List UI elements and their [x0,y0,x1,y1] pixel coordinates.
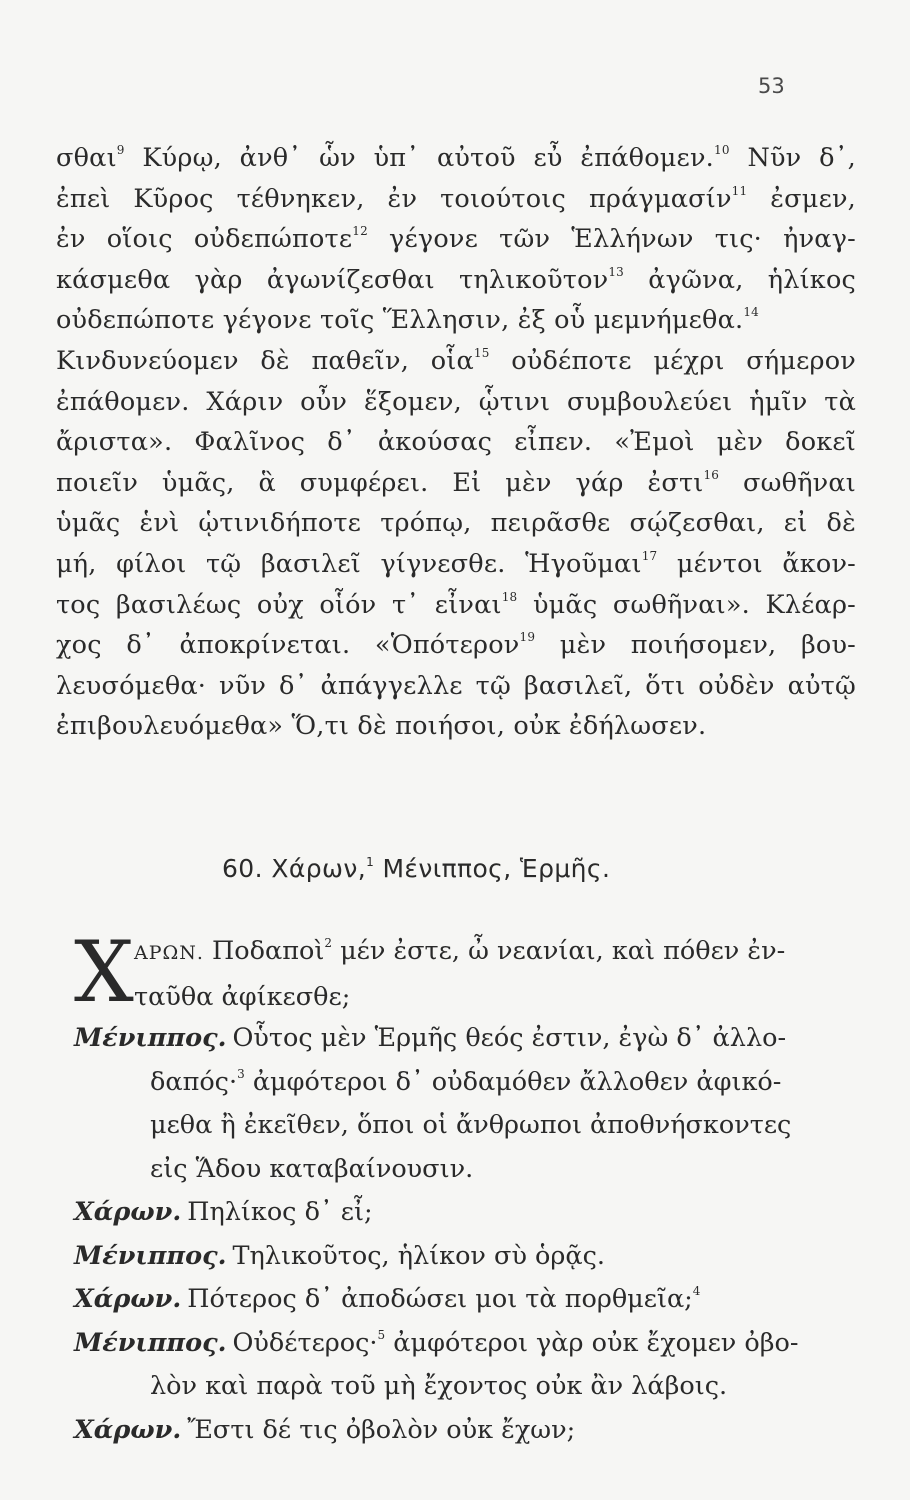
dialogue-line [74,1148,846,1192]
line-text: Νῦν δ᾽, [729,143,856,173]
speech-text: εἰς Ἅδου καταβαίνουσιν. [150,1153,474,1184]
footnote-marker: 5 [377,1327,386,1342]
line-text: ἐπιβουλευόμεθα» Ὅ,τι δὲ ποιήσοι, οὐκ ἐδήλωσεν. [56,711,707,742]
section-title: Χάρων, [271,854,367,883]
footnote-marker: 18 [501,589,518,604]
line-text: χος δ᾽ ἀποκρίνεται. «Ὁπότερον [56,630,520,661]
footnote-marker: 19 [519,630,536,645]
section-heading [222,854,610,883]
dialogue-opening [74,923,846,1021]
speech-text: λὸν καὶ παρὰ τοῦ μὴ ἔχοντος οὐκ ἂν λάβοις. [150,1371,728,1401]
speech-text: μέν ἐστε, ὦ νεανίαι, καὶ πόθεν ἐν- [331,936,786,966]
text-line [56,625,856,666]
line-text: οὐδεπώποτε γέγονε τοῖς Ἕλλησιν, ἐξ οὗ μεμνήμεθα. [56,305,744,336]
speech-text: μεθα ἢ ἐκεῖθεν, ὅποι οἱ ἄνθρωποι ἀποθνήσκοντες [150,1110,792,1140]
dialogue-line [74,1017,846,1061]
speech-text: Ποδαποὶ [203,936,325,966]
line-text: μέντοι ἄκον- [657,548,856,579]
line-text: ὑμᾶς ἑνὶ ᾡτινιδήποτε τρόπῳ, πειρᾶσθε σῴζεσθαι, εἰ δὲ [56,508,856,539]
text-line [56,706,856,747]
speech-text: Ἔστι δέ τις ὀβολὸν οὐκ ἔχων; [187,1414,576,1445]
speech-text: ἀμφότεροι δ᾽ οὐδαμόθεν ἄλλοθεν ἀφικό- [244,1066,782,1097]
text-line [56,179,856,220]
dialogue-line [74,1235,846,1279]
footnote-marker: 16 [703,467,720,482]
speaker-name: Χάρων. [74,1197,182,1227]
prose-passage [56,138,856,747]
footnote-marker: 1 [366,855,375,869]
speech-text: ταῦθα ἀφίκεσθε; [134,981,351,1012]
speech-text: Οὗτος μὲν Ἑρμῆς θεός ἐστιν, ἐγὼ δ᾽ ἀλλο- [232,1023,787,1053]
footnote-marker: 4 [692,1284,701,1298]
speaker-name: ΑΡΩΝ. [134,942,204,964]
dialogue-line [134,976,846,1020]
text-line [56,666,856,707]
dialogue-line [74,1322,846,1366]
line-text: ἐν οἵοις οὐδεπώποτε [56,224,353,255]
dialogue-line [74,1191,846,1235]
line-text: ποιεῖν ὑμᾶς, ἃ συμφέρει. Εἰ μὲν γάρ ἐστι [56,467,704,498]
speech-text: Πηλίκος δ᾽ εἶ; [187,1197,373,1227]
dialogue-line [74,1104,846,1148]
footnote-marker: 13 [608,264,625,279]
line-text: σθαι [56,143,117,173]
dialogue-line [74,1061,846,1105]
line-text: κάσμεθα γὰρ ἀγωνίζεσθαι τηλικοῦτον [56,264,609,295]
line-text: λευσόμεθα· νῦν δ᾽ ἀπάγγελλε τῷ βασιλεῖ, ὅτι οὐδὲν αὐτῷ [56,670,856,701]
dialogue [74,923,846,1452]
text-line [56,219,856,260]
footnote-marker: 12 [352,224,368,239]
text-line [56,463,856,504]
footnote-marker: 15 [473,345,490,360]
dialogue-line [74,1278,846,1322]
line-text: μὲν ποιήσομεν, βου- [535,630,856,661]
footnote-marker: 17 [641,548,658,563]
speech-text: ἀμφότεροι γὰρ οὐκ ἔχομεν ὀβο- [385,1327,799,1358]
dialogue-line [74,1409,846,1453]
text-line [56,300,856,341]
speech-text: Πότερος δ᾽ ἀποδώσει μοι τὰ πορθμεῖα; [187,1284,693,1314]
line-text: οὐδέποτε μέχρι σήμερον [489,345,856,376]
line-text: ἐσμεν, [747,183,856,214]
speaker-name: Μένιππος. [74,1023,227,1053]
footnote-marker: 9 [116,143,125,157]
line-text: γέγονε τῶν Ἑλλήνων τις· ἠναγ- [367,224,856,255]
section-number: 60. [222,854,263,883]
footnote-marker: 3 [237,1066,245,1081]
line-text: ἀγῶνα, ἡλίκος [624,264,856,295]
text-line [56,341,856,382]
speaker-name: Χάρων. [74,1284,182,1314]
speaker-name: Μένιππος. [74,1327,227,1358]
line-text: σωθῆναι [719,467,856,498]
dialogue-line [74,1365,846,1409]
section-participants: Μένιππος, Ἑρμῆς. [374,854,611,883]
text-line [56,138,856,179]
footnote-marker: 11 [731,183,748,198]
speaker-name: Χάρων. [74,1414,182,1445]
text-line [56,260,856,301]
text-line [56,422,856,463]
dialogue-line [134,930,846,976]
text-line [56,585,856,626]
footnote-marker: 10 [713,143,730,157]
line-text: τος βασιλέως οὐχ οἷόν τ᾽ εἶναι [56,589,502,620]
line-text: ἄριστα». Φαλῖνος δ᾽ ἀκούσας εἶπεν. «Ἐμοὶ μὲν δοκεῖ [56,427,856,458]
page-number: 53 [758,74,785,98]
text-line [56,544,856,585]
text-line [56,382,856,423]
speech-text: Τηλικοῦτος, ἡλίκον σὺ ὁρᾷς. [232,1240,606,1271]
footnote-marker: 2 [324,936,332,950]
speech-text: Οὐδέτερος· [232,1327,378,1358]
speaker-name: Μένιππος. [74,1240,227,1271]
footnote-marker: 14 [743,305,759,320]
speech-text: δαπός· [150,1066,238,1097]
text-line [56,503,856,544]
line-text: μή, φίλοι τῷ βασιλεῖ γίγνεσθε. Ἡγοῦμαι [56,548,642,579]
line-text: ἐπεὶ Κῦρος τέθνηκεν, ἐν τοιούτοις πράγμασίν [56,183,732,214]
line-text: Κινδυνεύομεν δὲ παθεῖν, οἷα [56,345,474,376]
line-text: Κύρῳ, ἀνθ᾽ ὧν ὑπ᾽ αὐτοῦ εὖ ἐπάθομεν. [124,143,714,173]
line-text: ἐπάθομεν. Χάριν οὖν ἕξομεν, ᾧτινι συμβουλεύει ἡμῖν τὰ [56,386,856,417]
drop-cap: Χ [74,923,134,1021]
line-text: ὑμᾶς σωθῆναι». Κλέαρ- [517,589,856,620]
